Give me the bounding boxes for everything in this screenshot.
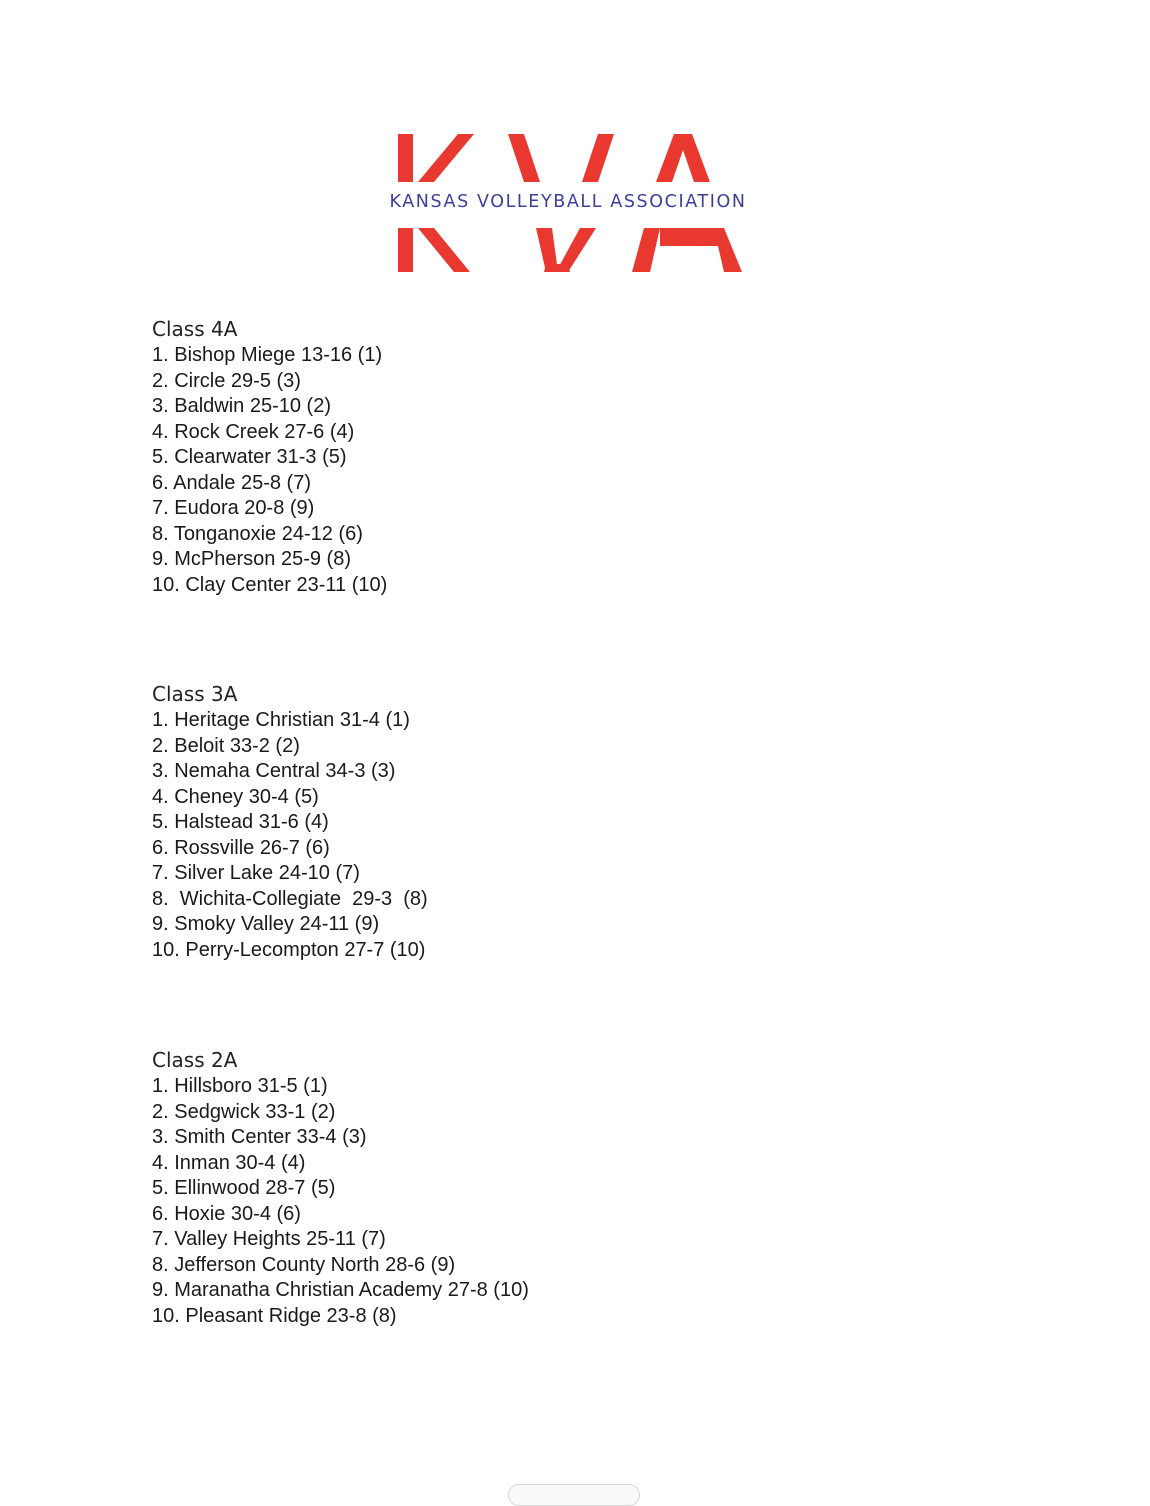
- ranking-item: 3. Smith Center 33-4 (3): [152, 1126, 367, 1148]
- ranking-item: 4. Inman 30-4 (4): [152, 1151, 306, 1174]
- ranking-item: 9. Maranatha Christian Academy 27-8 (10): [152, 1279, 529, 1301]
- class-4a-section: [152, 316, 387, 598]
- class-3a-section: [152, 681, 428, 963]
- ranking-item: 10. Perry-Lecompton 27-7 (10): [152, 938, 426, 961]
- ranking-item: 2. Sedgwick 33-1 (2): [152, 1100, 336, 1123]
- ranking-item: 4. Cheney 30-4 (5): [152, 785, 319, 808]
- ranking-item: 5. Ellinwood 28-7 (5): [152, 1177, 336, 1199]
- ranking-item: 1. Heritage Christian 31-4 (1): [152, 709, 410, 731]
- ranking-item: 7. Silver Lake 24-10 (7): [152, 862, 360, 884]
- ranking-list: [152, 343, 387, 598]
- class-2a-section: [152, 1047, 529, 1329]
- ranking-item: 7. Eudora 20-8 (9): [152, 497, 315, 519]
- ranking-list: [152, 1074, 529, 1329]
- section-title: Class 4A: [152, 317, 238, 341]
- ranking-item: 10. Pleasant Ridge 23-8 (8): [152, 1304, 397, 1327]
- section-title: Class 2A: [152, 1048, 238, 1072]
- ranking-item: 7. Valley Heights 25-11 (7): [152, 1228, 386, 1250]
- ranking-item: 10. Clay Center 23-11 (10): [152, 573, 388, 596]
- ranking-item: 2. Circle 29-5 (3): [152, 369, 301, 392]
- section-title: Class 3A: [152, 682, 238, 706]
- ranking-item: 1. Bishop Miege 13-16 (1): [152, 344, 383, 366]
- page-scroll-handle[interactable]: [508, 1484, 640, 1506]
- ranking-item: 8. Jefferson County North 28-6 (9): [152, 1253, 456, 1276]
- ranking-item: 5. Clearwater 31-3 (5): [152, 446, 347, 468]
- logo-tagline: KANSAS VOLLEYBALL ASSOCIATION: [389, 192, 747, 212]
- ranking-item: 8. Wichita-Collegiate 29-3 (8): [152, 887, 428, 910]
- ranking-item: 9. Smoky Valley 24-11 (9): [152, 913, 380, 935]
- ranking-item: 2. Beloit 33-2 (2): [152, 734, 300, 757]
- ranking-item: 8. Tonganoxie 24-12 (6): [152, 522, 363, 545]
- ranking-item: 4. Rock Creek 27-6 (4): [152, 420, 355, 443]
- ranking-item: 9. McPherson 25-9 (8): [152, 548, 351, 570]
- ranking-item: 6. Andale 25-8 (7): [152, 471, 311, 494]
- ranking-item: 3. Baldwin 25-10 (2): [152, 395, 331, 417]
- kva-logo: [362, 128, 774, 278]
- ranking-list: [152, 708, 428, 963]
- ranking-item: 5. Halstead 31-6 (4): [152, 811, 329, 833]
- ranking-item: 6. Hoxie 30-4 (6): [152, 1202, 301, 1225]
- ranking-item: 3. Nemaha Central 34-3 (3): [152, 760, 396, 782]
- ranking-item: 1. Hillsboro 31-5 (1): [152, 1075, 328, 1097]
- ranking-item: 6. Rossville 26-7 (6): [152, 836, 330, 859]
